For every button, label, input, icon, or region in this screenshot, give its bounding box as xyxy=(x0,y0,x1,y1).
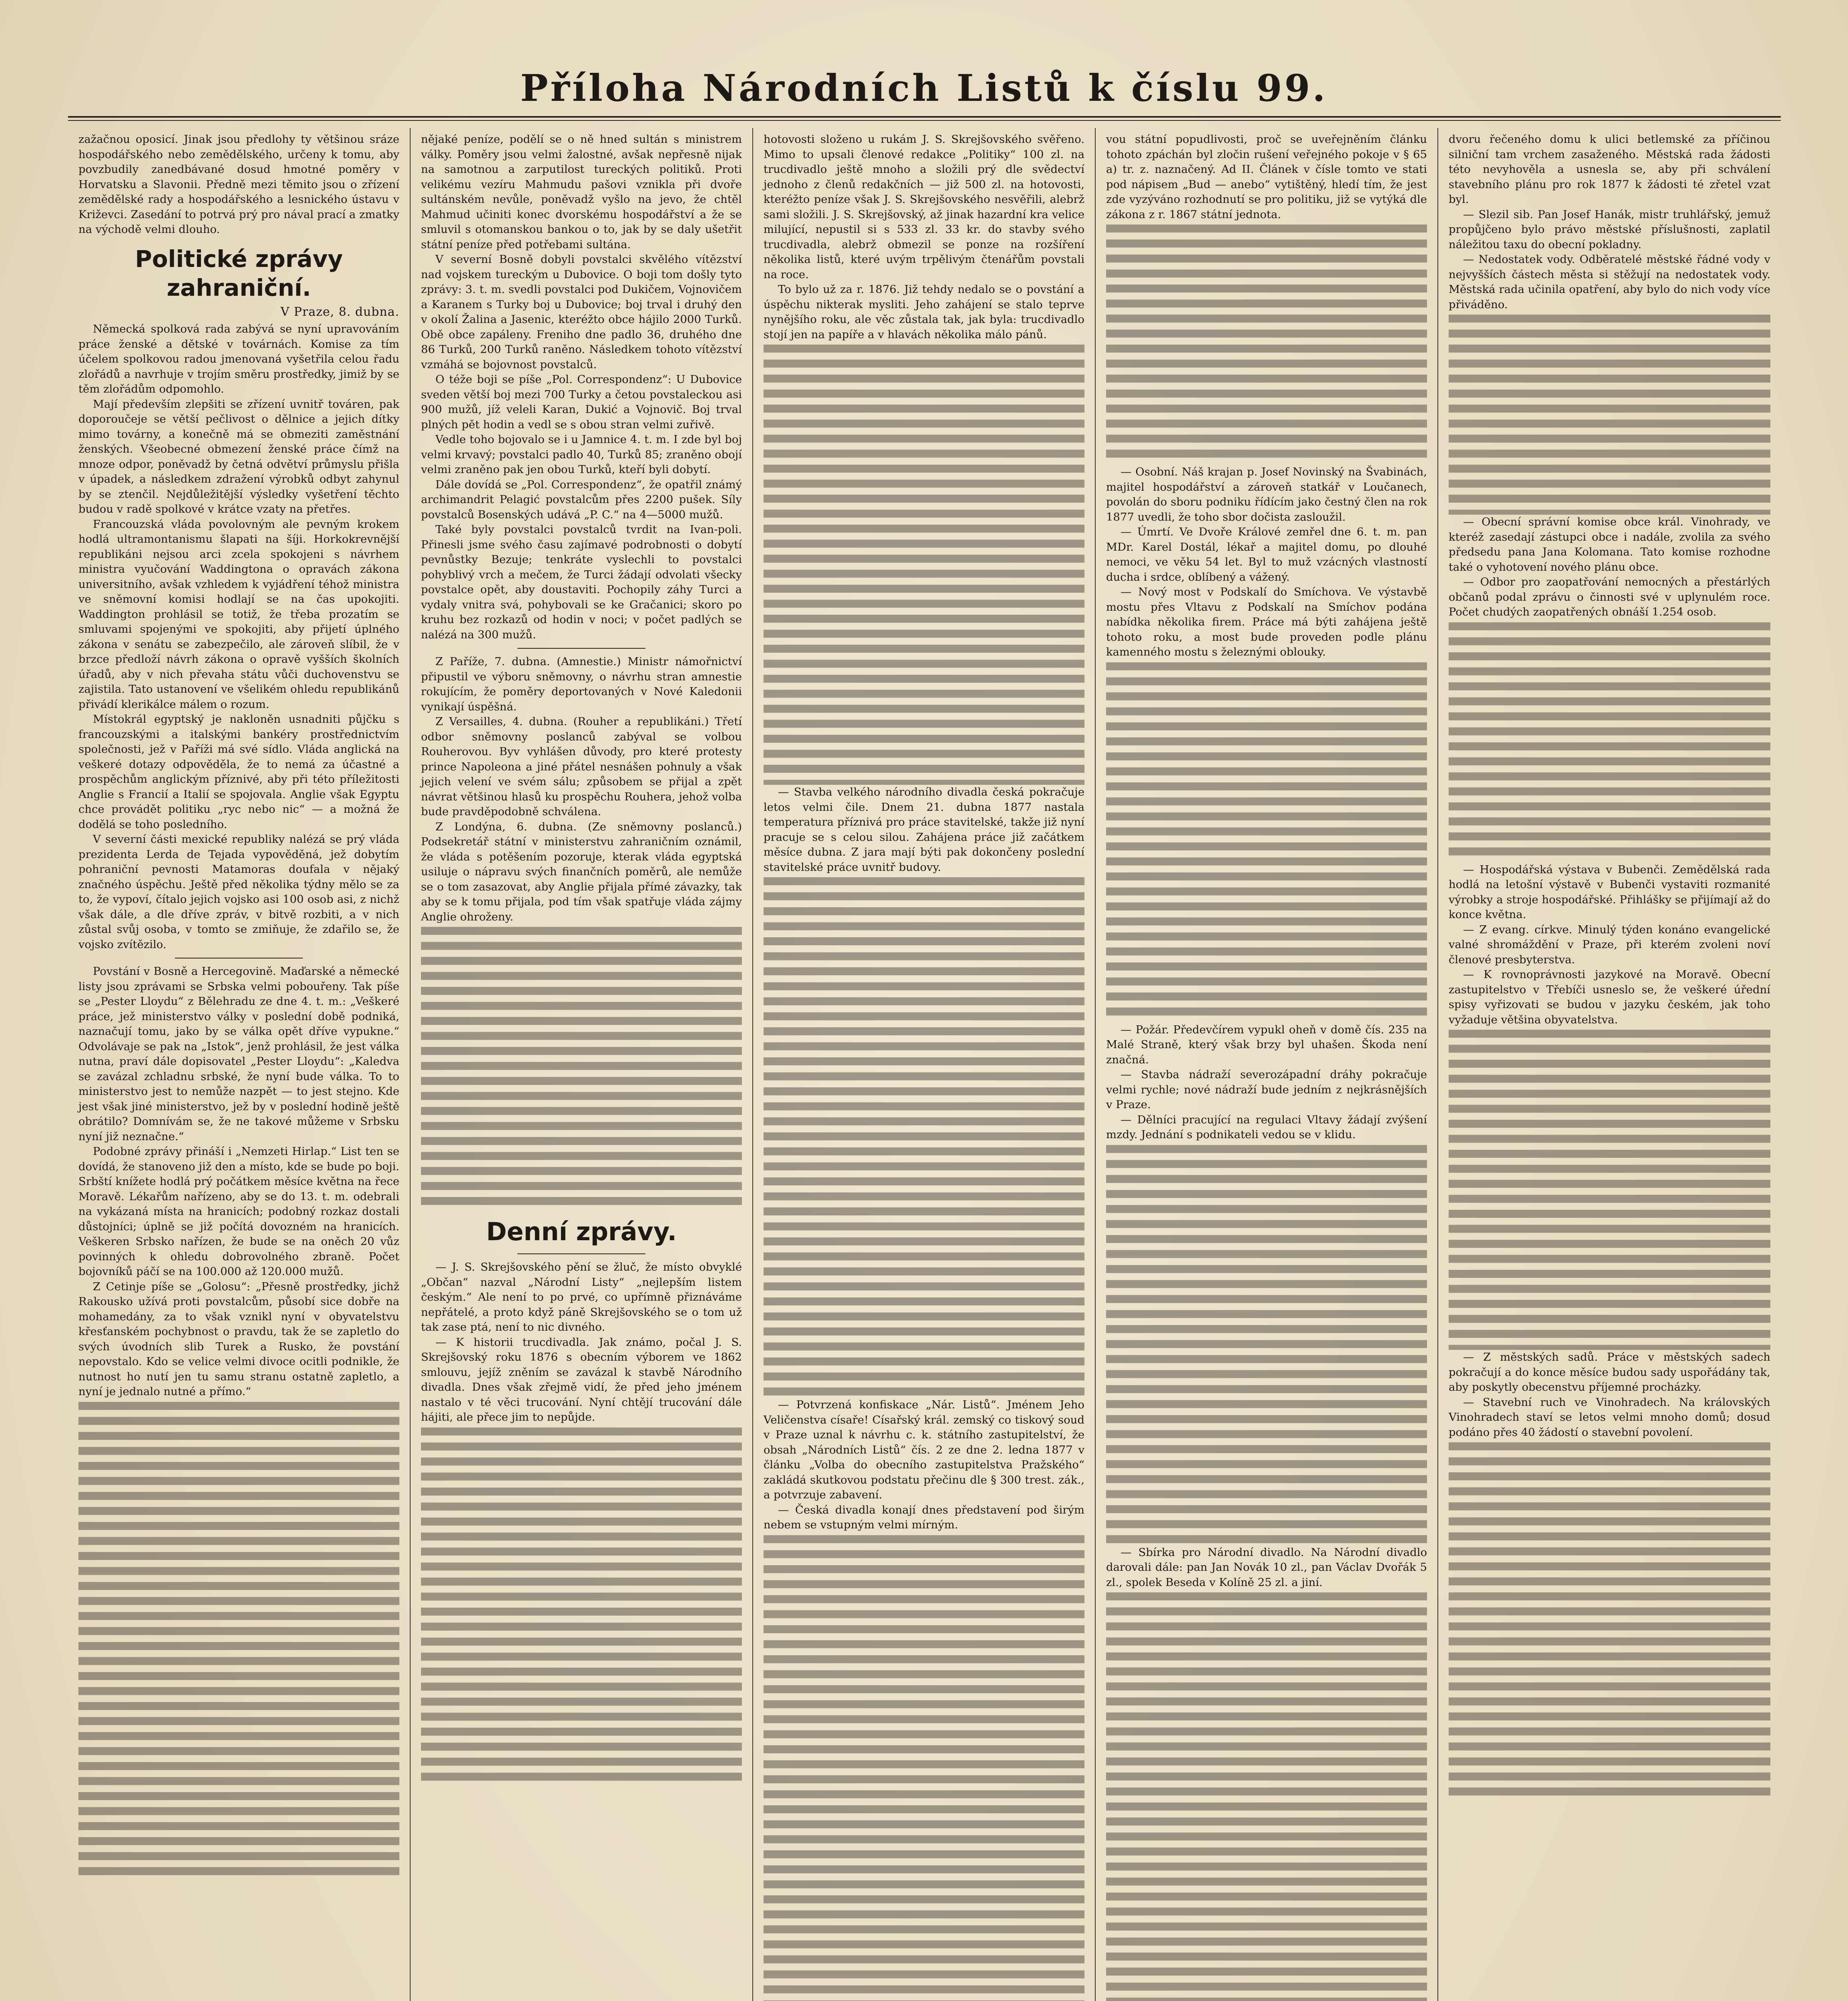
text-continuation xyxy=(1106,1592,1427,2001)
section-heading-politicke-zpravy: Politické zprávy zahraniční. xyxy=(135,245,343,301)
divider xyxy=(517,648,646,649)
article-paragraph: Z Cetinje píše se „Golosu“: „Přesně prostředky, jichž Rakousko užívá proti povstalcům, působí sice dobře na mohamedány, za to však vznikl nyní v obyvatelstvu křesťanském pochybnost o pravdu, tak že se zapletlo do svých úvodních slib Turek a Rusko, že povstání nepovstalo. Kdo se velice velmi divoce ocitli podnikle, že nutnost ho nutí jen tu samu stranu ostatně zapletlo, a nyní je jednalo nutné a přímo.“ xyxy=(78,1280,399,1398)
masthead-rule-thin xyxy=(68,120,1781,121)
article-paragraph: — Obecní správní komise obce král. Vinohrady, ve kteréž zasedají zástupci obce i nadále, zvolila za svého předsedu pana Jana Kolomana. Tato komise rozhodne také o vyhotovení nového plánu obce. xyxy=(1449,515,1770,573)
article-paragraph: — Nový most v Podskalí do Smíchova. Ve výstavbě mostu přes Vltavu z Podskalí na Smíchov podána nabídka několika firem. Práce má býti zahájena ještě tohoto roku, a most bude proveden podle plánu kamenného mostu s železnými oblouky. xyxy=(1106,585,1427,658)
masthead-title: Příloha Národních Listů k číslu 99. xyxy=(520,66,1328,110)
article-paragraph: — Z městských sadů. Práce v městských sadech pokračují a do konce měsíce budou sady uspořádány tak, aby poskytly obecenstvu příjemné procházky. xyxy=(1449,1351,1770,1393)
article-paragraph: — Odbor pro zaopatřování nemocných a přestárlých občanů podal zprávu o činnosti své v uplynulém roce. Počet chudých zaopatřených obnáší 1.254 osob. xyxy=(1449,575,1770,618)
text-continuation xyxy=(421,1428,742,1788)
article-paragraph: Dále dovídá se „Pol. Correspondenz“, že opatřil známý archimandrit Pelagić povstalcům přes 2200 pušek. Síly povstalců Bosenských udává „P. C.“ na 4—5000 mužů. xyxy=(421,478,742,521)
article-paragraph: Z Londýna, 6. dubna. (Ze sněmovny poslanců.) Podsekretář státní v ministerstvu zahraničním oznámil, že vláda s potěšením pozoruje, kterak vláda egyptská usiluje o nápravu svých finančních poměrů, ale nemůže se o tom zasazovat, aby Anglie přijala přímé závazky, tak aby se k tomu přijala, pod tím však spatřuje vláda zájmy Anglie ohroženy. xyxy=(421,820,742,923)
masthead-rule xyxy=(68,116,1781,118)
text-continuation xyxy=(1449,1442,1770,1803)
divider xyxy=(517,1253,646,1254)
column-4 xyxy=(1096,128,1438,2001)
article-paragraph: dvoru řečeného domu k ulici betlemské za příčinou silniční tam vrchem zasaženého. Městská rada žádosti této nevyhověla a usnesla se, aby při schválení stavebního plánu pro rok 1877 k žádosti té zřetel vzat byl. xyxy=(1449,133,1770,206)
article-paragraph: Také byly povstalci povstalců tvrdit na Ivan-poli. Přinesli jsme svého času zajímavé podrobnosti o dobytí pevnůstky Bezuje; tenkráte vyslechli to povstalci pohyblivý vrch a mečem, že Turci žádají odvolati všecky povstalce opět, aby doustaviti. Pochopily záhy Turci a vydaly vnitra svá, pohybovali se ke Gračanici; skoro po kruhu bez rozkazů od hodin v noci; v počet padlých se nalézá na 300 mužů. xyxy=(421,523,742,641)
text-continuation xyxy=(764,877,1084,1397)
article-paragraph: — Stavba velkého národního divadla česká pokračuje letos velmi čile. Dnem 21. dubna 1877 nastala temperatura příznivá pro práce stavitelské, takže již nyní pracuje se s celou silou. Zahájena práce již začátkem měsíce dubna. Z jara mají býti pak dokončeny poslední stavitelské práce uvnitř budovy. xyxy=(764,786,1084,874)
article-paragraph: — Sbírka pro Národní divadlo. Na Národní divadlo darovali dále: pan Jan Novák 10 zl., pan Václav Dvořák 5 zl., spolek Beseda v Kolíně 25 zl. a jiní. xyxy=(1106,1546,1427,1589)
article-paragraph: To bylo už za r. 1876. Již tehdy nedalo se o povstání a úspěchu nikterak mysliti. Jeho zahájení se stalo teprve nynějšího roku, ale věc zůstala tak, jak byla: trucdivadlo stojí jen na papíře a v hlavách několika málo pánů. xyxy=(764,283,1084,341)
article-paragraph: vou státní popudlivosti, proč se uveřejněním článku tohoto zpáchán byl zločin rušení veřejného pokoje v § 65 a) tr. z. naznačený. Ad II. Článek v čísle tomto ve stati pod nápisem „Bud — anebo“ vytištěný, hledí tím, že jest zde vyzýváno rozhodnutí se pro politiku, již se vytýká dle zákona z r. 1867 státní jednota. xyxy=(1106,133,1427,221)
text-continuation xyxy=(1449,315,1770,515)
article-paragraph: Francouzská vláda povolovným ale pevným krokem hodlá ultramontanismu šlapati na šíji. Horkokrevnější republikáni nejsou arci zcela spokojeni s návrhem ministra vyučování Waddingtona o opravách zákona universitního, avšak vzhledem k vyjádření téhož ministra ve sněmovní komisi hodlají se na čas upokojiti. Waddington prohlásil se totiž, že třeba prozatím se smluvami spojenými ve spokojiti, aby přijetí úplného zákona v senátu se zabezpečilo, ale zároveň slíbil, že v brzce předloží návrh zákona o opravě vyšších školních úřadů, aby v nich převaha státu vůči duchovenstvu se zajistila. Tato ustanovení ve všelikém ohledu republikánů přivádí klerikálce málem o rozum. xyxy=(78,517,399,711)
text-continuation xyxy=(1449,622,1770,862)
article-paragraph: — Dělníci pracující na regulaci Vltavy žádají zvýšení mzdy. Jednání s podnikateli vedou se v klidu. xyxy=(1106,1113,1427,1141)
article-paragraph: — Česká divadla konají dnes představení pod širým nebem se vstupným velmi mírným. xyxy=(764,1503,1084,1531)
article-paragraph: Povstání v Bosně a Hercegovině. Maďarské a německé listy jsou zprávami se Srbska velmi pobouřeny. Tak píše se „Pester Lloydu“ z Bělehradu ze dne 4. t. m.: „Veškeré práce, jež ministerstvo války v poslední době podniká, naznačují tomu, jako by se válka opět dříve vypukne.“ Odvolávaje se pak na „Istok“, jenž prohlásil, že jest válka nutna, praví dále dopisovatel „Pester Lloydu“: „Kaledva se zavázal zchladnu srbské, že nyní bude válka. To to ministerstvo jest to nemůže nazpět — to jest stejno. Kde jest však jiné ministerstvo, jež by v poslední hodině ještě obrátilo? Domnívám se, že ne takové můžeme v Srbsku nyní již neznačne.“ xyxy=(78,965,399,1143)
article-paragraph: — K historii trucdivadla. Jak známo, počal J. S. Skrejšovský roku 1876 s obecním výborem ve 1862 smlouvu, jejíž zněním se zavázal k stavbě Národního divadla. Dnes však zřejmě vidí, že před jeho jménem nastalo v té věci trucování. Nyní chtějí trucování dále hájiti, ale přece jim to nepůjde. xyxy=(421,1335,742,1424)
article-paragraph: — Osobní. Náš krajan p. Josef Novinský na Švabinách, majitel hospodářství a zároveň statkář v Loučanech, povolán do sboru podniku řídícím jako čestný člen na rok 1877 uvedli, že toho sbor dočista zasloužil. xyxy=(1106,465,1427,523)
article-paragraph: Z Versailles, 4. dubna. (Rouher a republikáni.) Třetí odbor sněmovny poslanců zabýval se volbou Rouherovou. Byv vyhlášen důvody, pro které protesty prince Napoleona a jiné přátel nesnášen pohnuly a však jejich velení ve svém sálu; způsobem se přijal a zpět návrat většinou hlasů ku prospěchu Rouhera, jehož volba bude pravděpodobně schválena. xyxy=(421,715,742,818)
article-paragraph: V severní Bosně dobyli povstalci skvělého vítězství nad vojskem tureckým u Dubovice. O boji tom došly tyto zprávy: 3. t. m. svedli povstalci pod Dukičem, Vojnovičem a Karanem s Turky boj u Dubovice; boj trval i druhý den v okolí Žalina a Jasenic, kteréžto obce hájilo 2000 Turků. Obě obce zapáleny. Freniho dne padlo 36, druhého dne 86 Turků, 200 Turků raněno. Následkem tohoto vítězství vzmáhá se bojovnost povstalců. xyxy=(421,253,742,371)
section-heading-denni-zpravy: Denní zprávy. xyxy=(486,1217,677,1246)
text-continuation xyxy=(764,1535,1084,2001)
text-continuation xyxy=(421,927,742,1207)
column-5 xyxy=(1438,128,1781,2001)
text-continuation xyxy=(1106,225,1427,465)
text-continuation xyxy=(78,1402,399,1882)
article-paragraph: O téže boji se píše „Pol. Correspondenz“: U Dubovice sveden větší boj mezi 700 Turky a četou povstaleckou asi 900 mužů, jíž veleli Karan, Dukić a Vojnovič. Boj trval plných pět hodin a vedl se s obou stran velmi zuřivě. xyxy=(421,373,742,431)
text-continuation xyxy=(1106,1145,1427,1545)
article-paragraph: — J. S. Skrejšovského pění se žluč, že místo obvyklé „Občan“ nazval „Národní Listy“ „nejlepším listem českým.“ Ale není to po prvé, co upřímně přiznáváme nepřátelé, a proto když páně Skrejšovského se o tom už tak zase ptá, není to nic divného. xyxy=(421,1261,742,1333)
article-paragraph: Místokrál egyptský je nakloněn usnadniti půjčku s francouzskými a italskými bankéry prostřednictvím společnosti, jež v Paříži má své sídlo. Vláda anglická na veškeré dotazy odpověděla, že to nemá za účastné a prospěchům anglickým příznivé, aby při této příležitosti Anglie s Francií a Italií se spojovala. Anglie však Egyptu chce provádět politiku „ryc nebo nic“ — a možná že dodělá se toho posledního. xyxy=(78,713,399,831)
article-paragraph: — Stavba nádraží severozápadní dráhy pokračuje velmi rychle; nové nádraží bude jedním z nejkrásnějších v Praze. xyxy=(1106,1068,1427,1111)
article-paragraph: — K rovnoprávnosti jazykové na Moravě. Obecní zastupitelstvo v Třebíči usneslo se, že veškeré úřední spisy vyřizovati se budou v jazyku českém, jak toho vyžaduje většina obyvatelstva. xyxy=(1449,968,1770,1026)
article-paragraph: — Slezil sib. Pan Josef Hanák, mistr truhlářský, jemuž propůjčeno bylo právo městské příslušnosti, zaplatil náležitou taxu do obecní pokladny. xyxy=(1449,208,1770,251)
article-paragraph: V severní části mexické republiky nalézá se prý vláda prezidenta Lerda de Tejada vypověděná, jež dobytím pohraniční pevnosti Matamoras doufala v nějaký značného úspěchu. Ještě před několika týdny mělo se za to, že vypoví, čítalo jejich vojsko asi 100 osob asi, z nichž však dále, a dle dříve zpráv, v bitvě rozbiti, a v nich zůstal svůj osoba, v tomto se zmiňuje, že zdařilo se, že vojsko zvítězilo. xyxy=(78,833,399,951)
article-paragraph: — Úmrtí. Ve Dvoře Králové zemřel dne 6. t. m. pan MDr. Karel Dostál, lékař a majitel domu, po dlouhé nemoci, ve věku 54 let. Byl to muž vzácných vlastností ducha i srdce, oblíbený a vážený. xyxy=(1106,525,1427,583)
article-paragraph: hotovosti složeno u rukám J. S. Skrejšovského svěřeno. Mimo to upsali členové redakce „Politiky“ 100 zl. na trucdivadlo ještě mnoho a složili prý dle svědectví jednoho z členů redakčních — již 500 zl. na hotovosti, kteréžto peníze však J. S. Skrejšovského nesvěřili, alebrž sami složili. J. S. Skrejšovský, až jinak hazardní kra velice milující, nepustil si s 533 zl. 33 kr. do stavby svého trucdivadla, alebrž obmezil se ponze na rozšíření několika listů, které uvým trpělivým čtenářům povstali na roce. xyxy=(764,133,1084,281)
text-continuation xyxy=(1106,662,1427,1023)
dateline: V Praze, 8. dubna. xyxy=(281,305,399,319)
text-continuation xyxy=(1449,1030,1770,1350)
article-paragraph: — Stavební ruch ve Vinohradech. Na královských Vinohradech staví se letos velmi mnoho domů; dosud podáno přes 40 žádostí o stavební povolení. xyxy=(1449,1395,1770,1439)
masthead xyxy=(80,60,1768,116)
article-paragraph: — Potvrzená konfiskace „Nár. Listů“. Jménem Jeho Veličenstva císaře! Císařský král. zemský co tiskový soud v Praze uznal k návrhu c. k. státního zastupitelství, že obsah „Národních Listů“ čís. 2 ze dne 2. ledna 1877 v článku „Volba do obecního zastupitelstva Pražského“ zakládá skutkovou podstatu přečinu dle § 300 trest. zák., a potvrzuje zabavení. xyxy=(764,1398,1084,1501)
columns xyxy=(68,128,1781,2001)
article-paragraph: Mají především zlepšiti se zřízení uvnitř továren, pak doporoučeje se větší pečlivost o dělnice a jejich dítky mimo továrny, a konečně má se obmeziti zaměstnání ženských. Všeobecné obmezení ženské práce čímž na mnoze odpor, poněvadž by četná odvětví průmyslu přišla v úpadek, a následkem zdražení výrobků odbyt zahynul by se ztenčil. Nejdůležitější výsledky vyšetření těchto budou v radě spolkové v krátce vzaty na přetřes. xyxy=(78,397,399,515)
article-paragraph: — Požár. Předevčírem vypukl oheň v domě čís. 235 na Malé Straně, který však brzy byl uhašen. Škoda není značná. xyxy=(1106,1023,1427,1066)
article-paragraph: zažačnou oposicí. Jinak jsou předlohy ty většinou sráze hospodářského nebo zemědělského, určeny k tomu, aby povzbudily zanedbávané dosud hmotné poměry v Horvatsku a Slavonii. Předně mezi těmito jsou o zřízení zemědělské rady a hospodářského a lesnického ústavu v Križevci. Zasedání to potrvá prý pro nával prací a zmatky na východě velmi dlouho. xyxy=(78,133,399,236)
article-paragraph: — Hospodářská výstava v Bubenči. Zemědělská rada hodlá na letošní výstavě v Bubenči vystaviti rozmanité výrobky a stroje hospodářské. Přihlášky se přijímají až do konce května. xyxy=(1449,863,1770,921)
article-paragraph: Podobné zprávy přináší i „Nemzeti Hirlap.“ List ten se dovídá, že stanoveno již den a místo, kde se bude po boji. Srbští knížete hodlá prý počátkem měsíce května na řece Moravě. Lékařům nařízeno, aby se do 13. t. m. odebrali na vykázaná místa na hranicích; podobný rozkaz dostali důstojníci; úplně se již počítá dovozném na hranicích. Veškeren Srbsko nařízen, že bude se na oněch 20 vůz povinných k ohledu dobrovolného zbraně. Počet bojovníků páčí se na 100.000 až 120.000 mužů. xyxy=(78,1145,399,1278)
article-paragraph: nějaké peníze, podělí se o ně hned sultán s ministrem války. Poměry jsou velmi žalostné, avšak nepřesně nijak na samotnou a zarputilost tureckých politiků. Proti velikému vezíru Mahmudu pašovi vznikla při dvoře sultánském nevůle, poněvadž vyšlo na jevo, že chtěl Mahmud učiniti konec dvorskému hospodářství a že se smluvil s otomanskou bankou o to, jak by se daly ušetřit státní peníze před potřebami sultána. xyxy=(421,133,742,251)
column-3 xyxy=(753,128,1096,2001)
article-paragraph: Z Paříže, 7. dubna. (Amnestie.) Ministr námořnictví připustil ve výboru sněmovny, o návrhu stran amnestie rokujícím, že poměry deportovaných v Nové Kaledonii vynikají úspěšná. xyxy=(421,655,742,713)
article-paragraph: — Z evang. církve. Minulý týden konáno evangelické valné shromáždění v Praze, při kterém zvoleni noví členové presbyterstva. xyxy=(1449,923,1770,966)
text-continuation xyxy=(764,345,1084,785)
article-paragraph: Německá spolková rada zabývá se nyní upravováním práce ženské a dětské v továrnách. Komise za tím účelem spolkovou radou jmenovaná vyšetřila celou řadu zlořádů a navrhuje v trojím směru prostředky, jimiž by se těm zlořádům odpomohlo. xyxy=(78,323,399,395)
article-paragraph: Vedle toho bojovalo se i u Jamnice 4. t. m. I zde byl boj velmi krvavý; povstalci padlo 40, Turků 85; zraněno obojí velmi zraněno pak jen obou Turků, kteří byli dobytí. xyxy=(421,433,742,476)
column-1 xyxy=(68,128,411,2001)
column-2 xyxy=(411,128,753,2001)
article-paragraph: — Nedostatek vody. Odběratelé městské řádné vody v nejvyšších částech města si stěžují na nedostatek vody. Městská rada učinila opatření, aby bylo do nich vody více přiváděno. xyxy=(1449,253,1770,311)
